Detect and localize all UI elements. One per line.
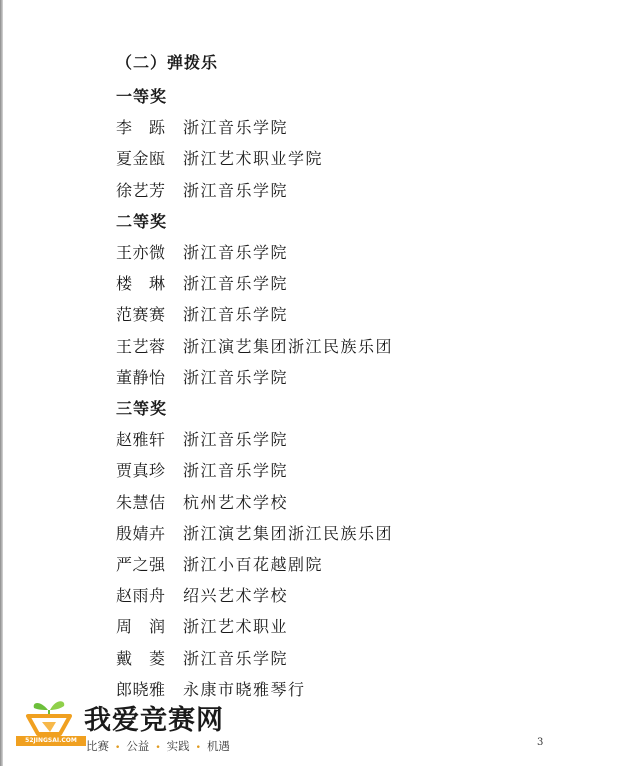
winner-name: 徐艺芳 bbox=[116, 180, 166, 200]
winner-organization: 浙江艺术职业 bbox=[183, 617, 289, 637]
winner-organization: 浙江音乐学院 bbox=[183, 461, 289, 481]
winner-name: 王亦微 bbox=[116, 243, 166, 262]
watermark-separator: • bbox=[195, 743, 201, 753]
prize-heading: 三等奖 bbox=[116, 399, 168, 418]
watermark-tag: 比赛 bbox=[86, 739, 109, 753]
winner-name: 李 跞 bbox=[116, 118, 166, 138]
winner-organization: 浙江音乐学院 bbox=[183, 243, 289, 262]
winner-organization: 浙江演艺集团浙江民族乐团 bbox=[183, 523, 394, 543]
prize-heading: 一等奖 bbox=[116, 87, 168, 106]
watermark-separator: • bbox=[115, 743, 121, 753]
winner-name: 赵雅轩 bbox=[116, 430, 166, 450]
winner-organization: 浙江音乐学院 bbox=[183, 305, 289, 325]
winner-organization: 浙江演艺集团浙江民族乐团 bbox=[183, 336, 394, 356]
watermark-site-url: 52JINGSAI.COM bbox=[16, 736, 86, 746]
winner-organization: 永康市晓雅琴行 bbox=[183, 679, 306, 699]
winner-organization: 浙江音乐学院 bbox=[183, 274, 289, 294]
winner-organization: 浙江音乐学院 bbox=[183, 367, 289, 387]
watermark-title: 我爱竞赛网 bbox=[84, 705, 224, 736]
winner-name: 周 润 bbox=[116, 617, 166, 637]
page-number: 3 bbox=[537, 737, 544, 748]
winner-organization: 杭州艺术学校 bbox=[183, 492, 289, 512]
watermark-tag: 机遇 bbox=[206, 739, 230, 753]
winner-organization: 浙江音乐学院 bbox=[183, 648, 289, 668]
winner-organization: 浙江音乐学院 bbox=[183, 118, 289, 138]
winner-name: 楼 琳 bbox=[116, 274, 166, 294]
watermark-tag: 公益 bbox=[126, 739, 150, 753]
winner-name: 严之强 bbox=[116, 555, 166, 574]
winner-organization: 浙江音乐学院 bbox=[183, 430, 289, 450]
winner-organization: 浙江艺术职业学院 bbox=[183, 149, 324, 169]
watermark-tag: 实践 bbox=[166, 739, 190, 753]
winner-organization: 浙江音乐学院 bbox=[183, 180, 289, 200]
winner-name: 殷婧卉 bbox=[116, 523, 166, 543]
winner-name: 范赛赛 bbox=[116, 305, 166, 325]
winner-name: 赵雨舟 bbox=[116, 586, 166, 606]
winner-name: 贾真珍 bbox=[116, 461, 166, 481]
prize-heading: 二等奖 bbox=[116, 211, 168, 231]
winner-organization: 浙江小百花越剧院 bbox=[183, 555, 324, 574]
winner-name: 郎晓雅 bbox=[116, 679, 166, 699]
section-title: （二）弹拨乐 bbox=[116, 53, 219, 72]
winner-name: 王艺蓉 bbox=[116, 336, 166, 356]
winner-name: 夏金瓯 bbox=[116, 149, 166, 169]
winner-name: 戴 菱 bbox=[116, 648, 166, 668]
watermark-tags bbox=[86, 738, 230, 754]
watermark-separator: • bbox=[155, 743, 161, 753]
winner-name: 董静怡 bbox=[116, 367, 166, 387]
site-watermark bbox=[12, 694, 272, 760]
winner-name: 朱慧佶 bbox=[116, 492, 166, 512]
winner-organization: 绍兴艺术学校 bbox=[183, 586, 289, 606]
